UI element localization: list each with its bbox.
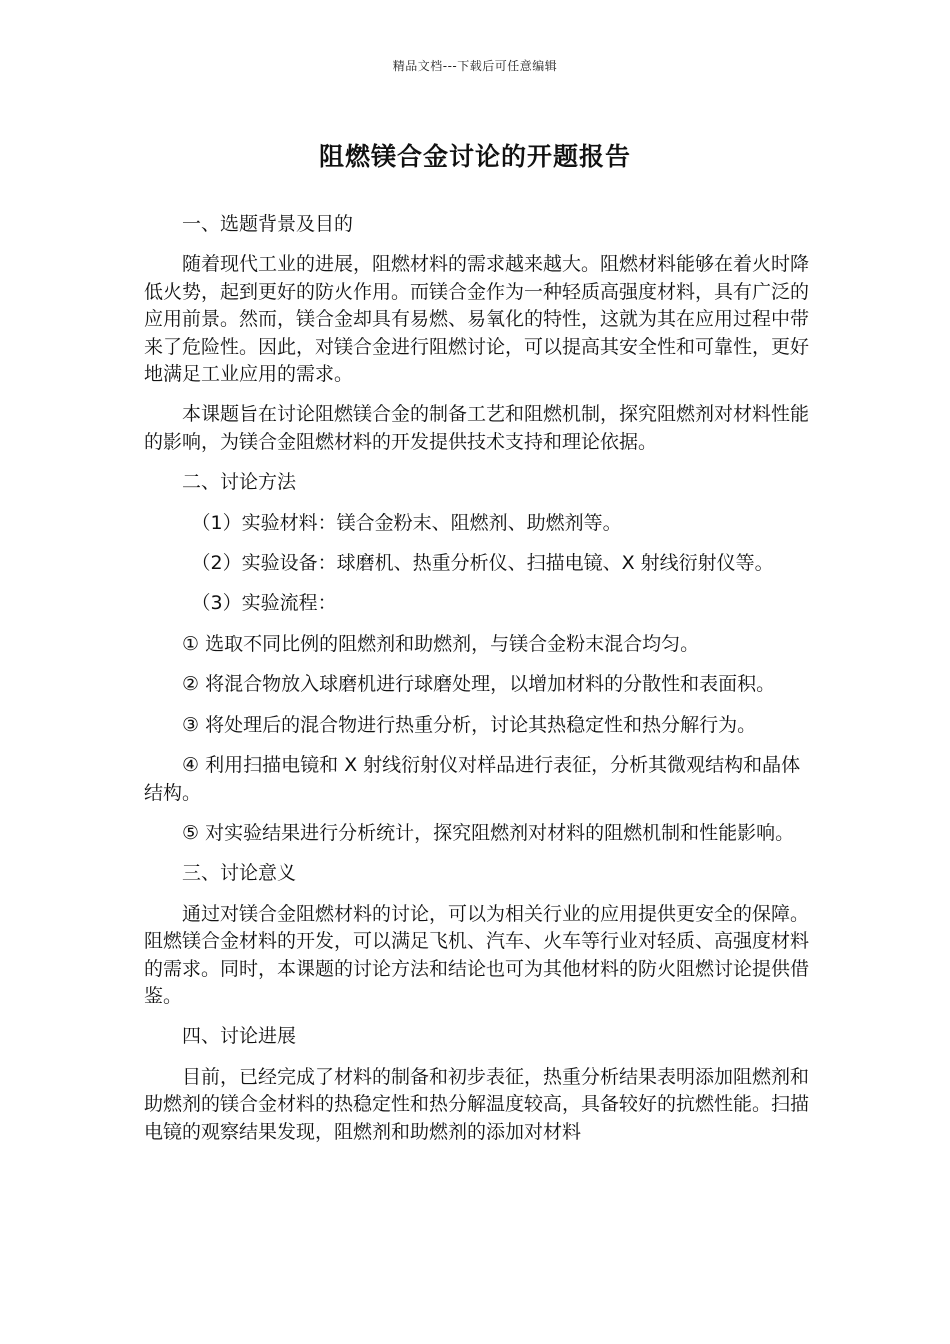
section-heading-progress: 四、讨论进展 [182,1025,297,1048]
procedure-step-1: ① 选取不同比例的阻燃剂和助燃剂，与镁合金粉末混合均匀。 [182,632,700,655]
header-note: 精品文档---下载后可任意编辑 [392,59,558,73]
procedure-step-5: ⑤ 对实验结果进行分析统计，探究阻燃剂对材料的阻燃机制和性能影响。 [182,821,795,844]
section-heading-background: 一、选题背景及目的 [182,213,354,235]
procedure-step-2: ② 将混合物放入球磨机进行球磨处理，以增加材料的分散性和表面积。 [182,673,776,696]
method-item-equipment: （2）实验设备：球磨机、热重分析仪、扫描电镜、X 射线衍射仪等。 [191,552,774,575]
method-item-materials: （1）实验材料：镁合金粉末、阻燃剂、助燃剂等。 [191,511,622,534]
paragraph-background: 随着现代工业的进展，阻燃材料的需求越来越大。阻燃材料能够在着火时降低火势，起到更好的防火作用。而镁合金作为一种轻质高强度材料，具有广泛的应用前景。然而，镁合金却具有易燃、易氧化的特性，这就为其在应用过程中带来了危险性。因此，对镁合金进行阻燃讨论，可以提高其安全性和可靠性，更好地满足工业应用的需求。 [144,253,810,386]
method-item-procedure: （3）实验流程： [191,592,337,615]
paragraph-purpose: 本课题旨在讨论阻燃镁合金的制备工艺和阻燃机制，探究阻燃剂对材料性能的影响，为镁合金阻燃材料的开发提供技术支持和理论依据。 [144,403,810,453]
paragraph-progress: 目前，已经完成了材料的制备和初步表征，热重分析结果表明添加阻燃剂和助燃剂的镁合金材料的热稳定性和热分解温度较高，具备较好的抗燃性能。扫描电镜的观察结果发现，阻燃剂和助燃剂的添加对材料 [144,1065,810,1143]
procedure-step-3: ③ 将处理后的混合物进行热重分析，讨论其热稳定性和热分解行为。 [182,713,757,736]
procedure-step-4: ④ 利用扫描电镜和 X 射线衍射仪对样品进行表征，分析其微观结构和晶体结构。 [144,754,801,804]
document-body [144,211,816,1159]
document-title: 阻燃镁合金讨论的开题报告 [318,142,631,171]
section-heading-significance: 三、讨论意义 [182,862,297,885]
paragraph-significance: 通过对镁合金阻燃材料的讨论，可以为相关行业的应用提供更安全的保障。阻燃镁合金材料的开发，可以满足飞机、汽车、火车等行业对轻质、高强度材料的需求。同时，本课题的讨论方法和结论也可为其他材料的防火阻燃讨论提供借鉴。 [144,902,810,1007]
section-heading-methods: 二、讨论方法 [182,471,297,494]
